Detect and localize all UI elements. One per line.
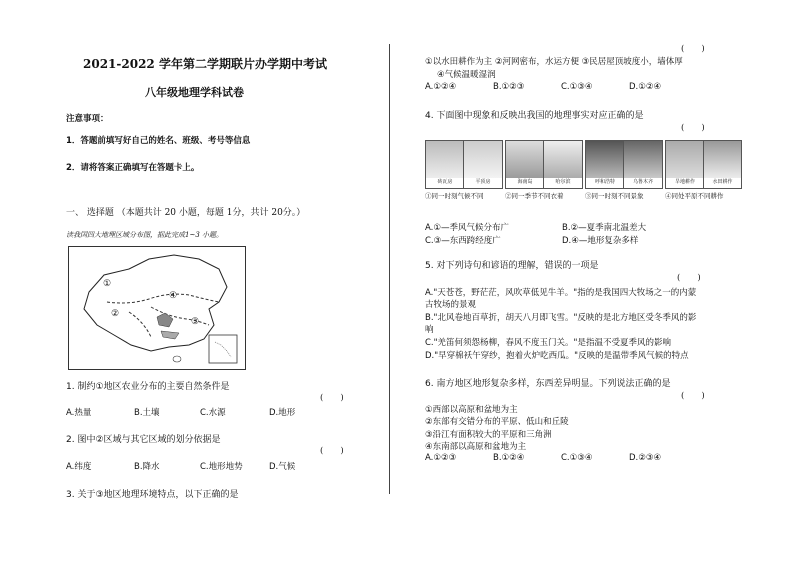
q1-option-c: C.水源 <box>200 408 226 418</box>
q5-option-a-cont: 古牧场的景观 <box>425 300 477 310</box>
q4-caption-3: ③同一时刻不同景象 <box>585 192 644 200</box>
q5-stem: 5. 对下列诗句和谚语的理解，错误的一项是 <box>425 261 599 271</box>
q3-bracket: ( ) <box>681 44 705 54</box>
pic-dry-farming <box>665 140 705 180</box>
q1-option-a: A.热量 <box>66 408 92 418</box>
q6-option-a: A.①②③ <box>425 453 457 463</box>
q2-bracket: ( ) <box>320 446 344 456</box>
pic-label-3: 海南岛 <box>505 178 545 189</box>
q4-caption-4: ④同处平原不同耕作 <box>665 192 724 200</box>
pic-hohhot <box>585 140 625 180</box>
q3-statements-2: ④气候温暖湿润 <box>437 70 496 80</box>
q2-option-b: B.降水 <box>134 462 160 472</box>
q4-bracket: ( ) <box>681 123 705 133</box>
pic-harbin <box>543 140 583 180</box>
notes-item-1: 1．答题前填写好自己的姓名、班级、考号等信息 <box>66 136 251 146</box>
pic-brick-house <box>425 140 465 180</box>
q1-stem: 1. 制约①地区农业分布的主要自然条件是 <box>66 382 230 392</box>
q6-option-d: D.②③④ <box>629 453 662 463</box>
q6-item-4: ④东南部以高原和盆地为主 <box>425 442 527 452</box>
pic-hainan <box>505 140 545 180</box>
q5-option-c: C."羌笛何须怨杨柳，春风不度玉门关。"是指温不受夏季风的影响 <box>425 338 671 348</box>
pic-label-6: 乌鲁木齐 <box>623 178 663 189</box>
q5-option-d: D."早穿棉袄午穿纱，抱着火炉吃西瓜。"反映的是温带季风气候的特点 <box>425 351 689 361</box>
q6-option-c: C.①③④ <box>561 453 593 463</box>
pic-urumqi <box>623 140 663 180</box>
q1-bracket: ( ) <box>320 393 344 403</box>
map-label-3: ③ <box>191 317 200 327</box>
column-divider <box>389 44 390 494</box>
pic-label-8: 水田耕作 <box>703 178 742 189</box>
q6-item-1: ①西部以高原和盆地为主 <box>425 405 518 415</box>
q6-stem: 6. 南方地区地形复杂多样，东西差异明显。下列说法正确的是 <box>425 379 671 389</box>
page-title: 2021-2022 学年第二学期联片办学期中考试 <box>83 57 327 71</box>
notes-item-2: 2．请将答案正确填写在答题卡上。 <box>66 163 200 173</box>
pic-label-7: 旱地耕作 <box>665 178 705 189</box>
q5-bracket: ( ) <box>677 273 701 283</box>
q4-caption-1: ①同一时刻气候不同 <box>425 192 484 200</box>
map-label-2: ② <box>111 309 120 319</box>
q6-item-3: ③沿江有面积较大的平原和三角洲 <box>425 430 552 440</box>
q3-option-c: C.①③④ <box>561 82 593 92</box>
q2-option-d: D.气候 <box>269 462 296 472</box>
q4-stem: 4. 下面图中现象和反映出我国的地理事实对应正确的是 <box>425 111 644 121</box>
notes-heading: 注意事项： <box>66 114 109 124</box>
pic-flat-roof-house <box>463 140 503 180</box>
q2-option-c: C.地形地势 <box>200 462 243 472</box>
q4-caption-2: ②同一季节不同衣着 <box>505 192 564 200</box>
q1-option-b: B.土壤 <box>134 408 160 418</box>
q6-bracket: ( ) <box>681 391 705 401</box>
page-subtitle: 八年级地理学科试卷 <box>145 86 244 99</box>
q4-option-d: D.④—地形复杂多样 <box>562 236 639 246</box>
section-heading: 一、 选择题 （本题共计 20 小题，每题 1分，共计 20分。） <box>66 208 306 218</box>
china-regions-map <box>68 246 246 370</box>
pic-label-5: 呼和浩特 <box>585 178 625 189</box>
q6-item-2: ②东部有交错分布的平原、低山和丘陵 <box>425 417 569 427</box>
q3-option-a: A.①②④ <box>425 82 457 92</box>
q4-picture-strip <box>425 140 740 188</box>
q2-stem: 2. 图中②区域与其它区域的划分依据是 <box>66 435 221 445</box>
pic-label-4: 哈尔滨 <box>543 178 583 189</box>
q5-option-b: B."北风卷地百草折，胡天八月即飞雪。"反映的是北方地区受冬季风的影 <box>425 313 697 323</box>
pic-label-1: 砖瓦房 <box>425 178 465 189</box>
q2-option-a: A.纬度 <box>66 462 92 472</box>
q6-option-b: B.①②④ <box>493 453 525 463</box>
q3-option-b: B.①②③ <box>493 82 525 92</box>
q4-option-c: C.③—东西跨经度广 <box>425 236 501 246</box>
map-label-4: ④ <box>169 291 178 301</box>
q1-option-d: D.地形 <box>269 408 296 418</box>
map-label-1: ① <box>103 279 112 289</box>
map-instruction: 读我国四大地理区域分布图，据此完成1~3 小题。 <box>66 231 223 239</box>
pic-label-2: 平顶房 <box>463 178 503 189</box>
pic-paddy-farming <box>703 140 742 180</box>
q3-option-d: D.①②④ <box>629 82 662 92</box>
q5-option-b-cont: 响 <box>425 325 434 335</box>
q4-option-b: B.②—夏季南北温差大 <box>562 223 647 233</box>
q5-option-a: A."天苍苍，野茫茫，风吹草低见牛羊。"指的是我国四大牧场之一的内蒙 <box>425 288 697 298</box>
q3-statements-1: ①以水田耕作为主 ②河网密布，水运方便 ③民居屋顶坡度小，墙体厚 <box>425 57 683 67</box>
q4-option-a: A.①—季风气候分布广 <box>425 223 509 233</box>
q3-stem: 3. 关于③地区地理环境特点，以下正确的是 <box>66 490 239 500</box>
